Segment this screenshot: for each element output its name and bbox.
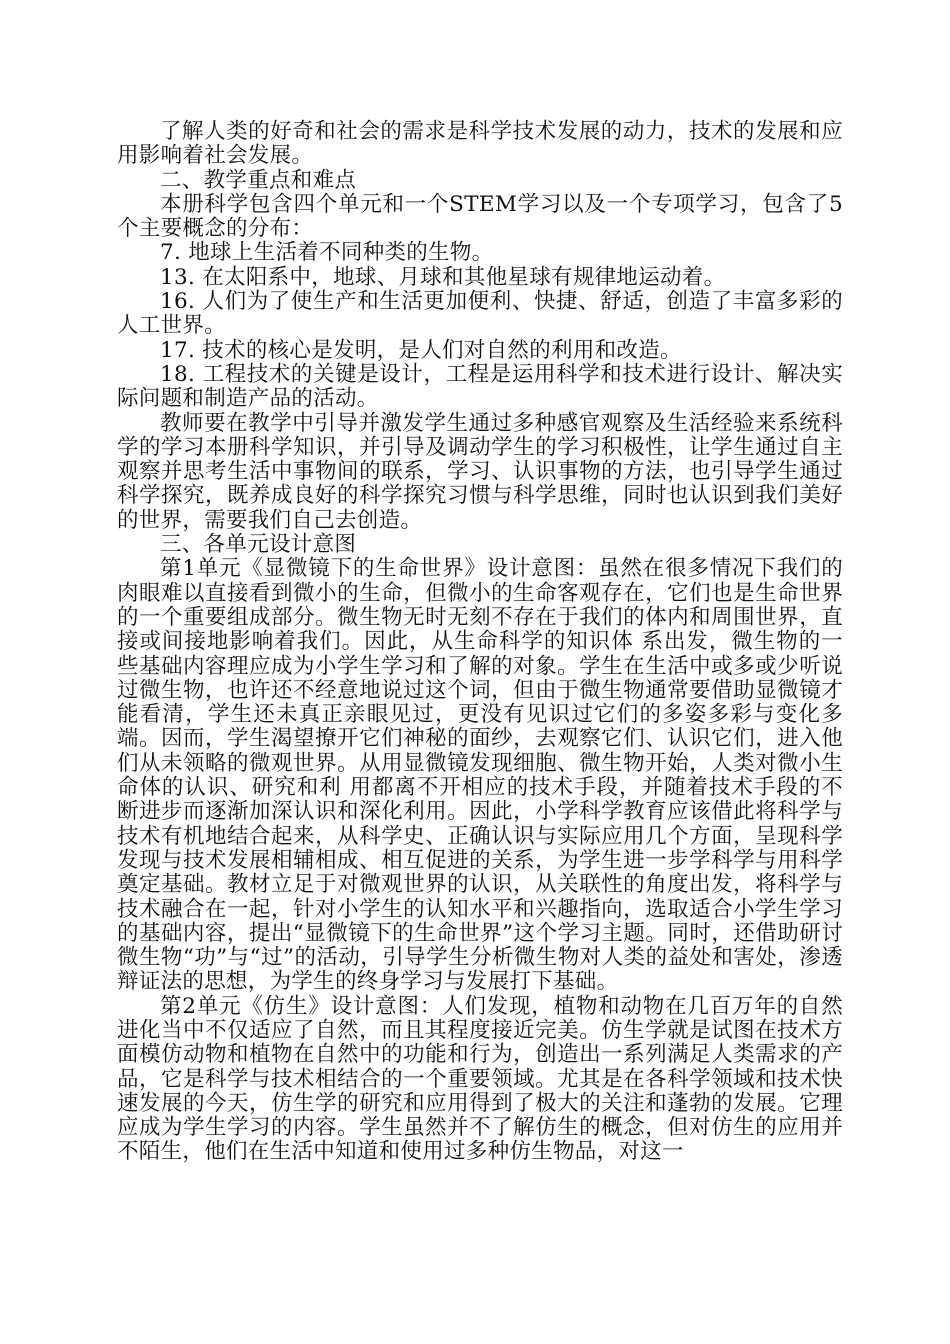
paragraph-intro-conclusion: 了解人类的好奇和社会的需求是科学技术发展的动力，技术的发展和应用影响着社会发展。 bbox=[117, 119, 843, 169]
section-heading-unit-design: 三、各单元设计意图 bbox=[160, 532, 357, 558]
body-text bbox=[117, 120, 843, 1165]
concept-item-13: 13. 在太阳系中，地球、月球和其他星球有规律地运动着。 bbox=[160, 264, 726, 290]
concept-item-16: 16. 人们为了使生产和生活更加便利、快捷、舒适，创造了丰富多彩的人工世界。 bbox=[117, 289, 843, 339]
paragraph-unit-1-design: 第1单元《显微镜下的生命世界》设计意图：虽然在很多情况下我们的肉眼难以直接看到微小的生命，但微小的生命客观存在，它们也是生命世界的一个重要组成部分。微生物无时无刻不存在于我们的体内和周围世界，直接或间接地影响着我们。因此，从生命科学的知识体 系出发，微生物的一些基础内容理应成为小学生学习和了解的对象。学生在生活中或多或少听说过微生物，也许还不经意地说过这个词，但由于微生物通常要借助显微镜才能看清，学生还未真正亲眼见过，更没有见识过它们的多姿多彩与变化多端。因而，学生渴望撩开它们神秘的面纱，去观察它们、认识它们，进入他们从未领略的微观世界。从用显微镜发现细胞、微生物开始，人类对微小生命体的认识、研究和利 用都离不开相应的技术手段，并随着技术手段的不断进步而逐渐加深认识和深化利用。因此，小学科学教育应该借此将科学与技术有机地结合起来，从科学史、正确认识与实际应用几个方面，呈现科学发现与技术发展相辅相成、相互促进的关系，为学生进一步学科学与用科学奠定基础。教材立足于对微观世界的认识，从关联性的角度出发，将科学与技术融合在一起，针对小学生的认知水平和兴趣指向，选取适合小学生学习的基础内容，提出“显微镜下的生命世界”这个学习主题。同时，还借助研讨微生物“功”与“过”的活动，引导学生分析微生物对人类的益处和害处，渗透辩证法的思想，为学生的终身学习与发展打下基础。 bbox=[117, 556, 843, 995]
concept-item-17: 17. 技术的核心是发明，是人们对自然的利用和改造。 bbox=[160, 337, 682, 363]
paragraph-book-overview: 本册科学包含四个单元和一个STEM学习以及一个专项学习，包含了5个主要概念的分布： bbox=[117, 191, 843, 242]
paragraph-unit-2-design: 第2单元《仿生》设计意图：人们发现，植物和动物在几百万年的自然进化当中不仅适应了自然，而且其程度接近完美。仿生学就是试图在技术方面模仿动物和植物在自然中的功能和行为，创造出一系列满足人类需求的产品，它是科学与技术相结合的一个重要领域。尤其是在各科学领域和技术快速发展的今天，仿生学的研究和应用得到了极大的关注和蓬勃的发展。它理应成为学生学习的内容。学生虽然并不了解仿生的概念，但对仿生的应用并不陌生，他们在生活中知道和使用过多种仿生物品，对这一 bbox=[117, 993, 843, 1165]
concept-item-7: 7. 地球上生活着不同种类的生物。 bbox=[160, 240, 494, 266]
paragraph-teacher-guidance: 教师要在教学中引导并激发学生通过多种感官观察及生活经验来系统科学的学习本册科学知识，并引导及调动学生的学习积极性，让学生通过自主观察并思考生活中事物间的联系，学习、认识事物的方法，也引导学生通过科学探究，既养成良好的科学探究习惯与科学思维，同时也认识到我们美好的世界，需要我们自己去创造。 bbox=[117, 410, 843, 533]
concept-item-18: 18. 工程技术的关键是设计，工程是运用科学和技术进行设计、解决实际问题和制造产品的活动。 bbox=[117, 361, 843, 412]
section-heading-key-points: 二、教学重点和难点 bbox=[160, 167, 357, 193]
